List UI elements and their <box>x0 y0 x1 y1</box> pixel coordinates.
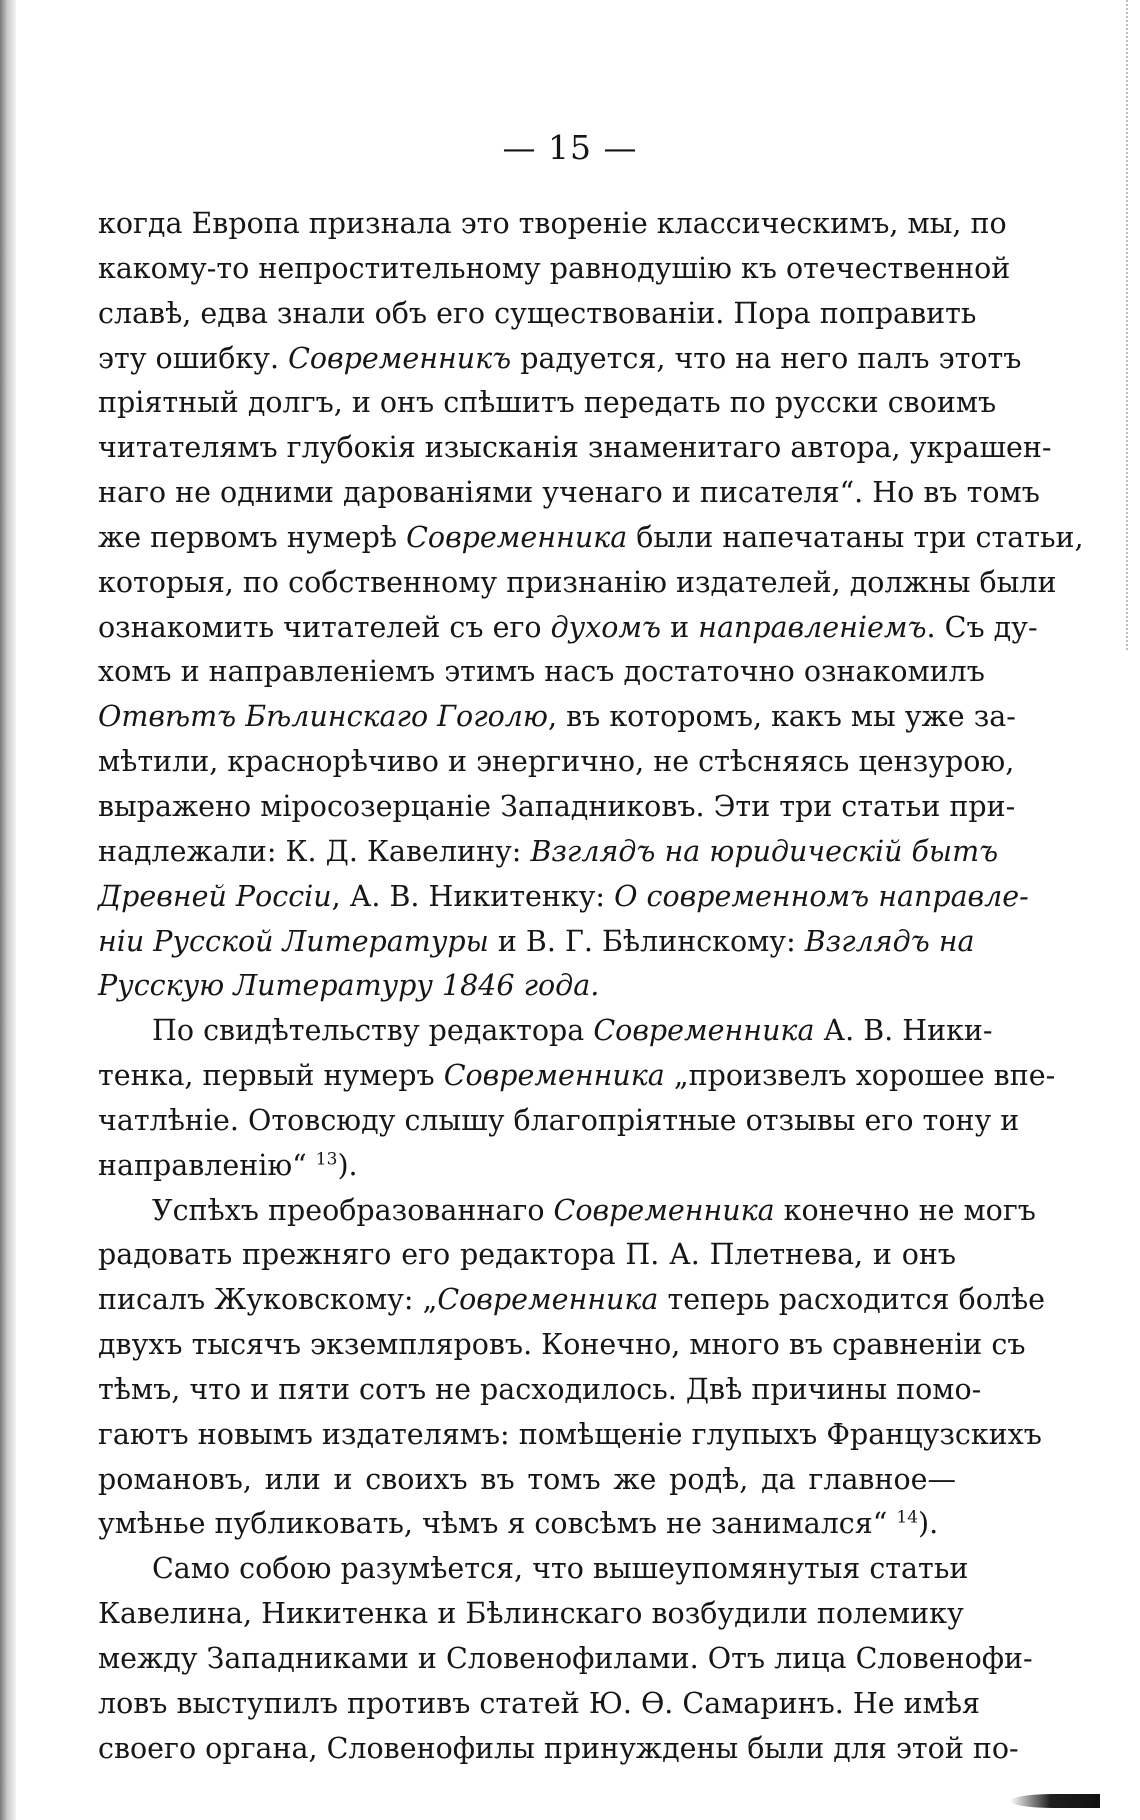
page-number: — 15 — <box>502 128 638 167</box>
text-line <box>98 1637 1033 1682</box>
text-run: надлежали: К. Д. Кавелину: <box>98 834 531 868</box>
text-line <box>98 292 977 337</box>
text-run: были напечатаны три статьи, <box>627 520 1084 554</box>
text-line <box>98 1592 964 1637</box>
text-run: умѣнье публиковать, чѣмъ я совсѣмъ не занимался“ <box>98 1507 897 1541</box>
text-line <box>98 920 975 965</box>
text-run: Само собою разумѣется, что вышеупомянутыя статьи <box>152 1552 969 1586</box>
text-run: тѣмъ, что и пяти сотъ не расходилось. Двѣ причины помо- <box>98 1372 982 1406</box>
italic-title: Современника <box>437 1283 659 1317</box>
text-line <box>98 875 1029 920</box>
italic-title: Современника <box>406 520 628 554</box>
text-line <box>98 1189 1036 1234</box>
text-run: ). <box>918 1507 939 1541</box>
italic-title: Взглядъ на <box>804 924 975 958</box>
text-line <box>98 337 1022 382</box>
text-run: А. В. Ники- <box>814 1014 993 1048</box>
scan-smudge <box>1010 1794 1100 1808</box>
italic-title: Современникъ <box>288 341 512 375</box>
text-line <box>98 650 985 695</box>
text-run: же первомъ нумерѣ <box>98 520 407 554</box>
text-line <box>98 1547 969 1592</box>
text-run: мѣтили, краснорѣчиво и энергично, не стѣсняясь цензурою, <box>98 745 1015 779</box>
text-line <box>98 202 1007 247</box>
text-run: ). <box>337 1148 358 1182</box>
text-run: . Съ ду- <box>926 610 1038 644</box>
text-run: направленію“ <box>98 1148 316 1182</box>
text-run: , А. В. Никитенку: <box>331 879 615 913</box>
body-text <box>98 202 1084 1772</box>
footnote-marker: 13 <box>315 1149 338 1170</box>
italic-title: духомъ <box>550 610 662 644</box>
text-line <box>98 1144 956 1189</box>
text-line <box>98 1233 956 1278</box>
text-line <box>98 471 1040 516</box>
text-run: ознакомить читателей съ его <box>98 610 551 644</box>
text-line <box>98 1502 956 1547</box>
text-line <box>98 695 1016 740</box>
italic-title: Отвѣтъ Бѣлинскаго Гоголю <box>98 700 548 734</box>
text-run: чатлѣніе. Отовсюду слышу благопріятные отзывы его тону и <box>98 1103 1020 1137</box>
text-line <box>98 1413 1042 1458</box>
italic-title: О современномъ направле- <box>614 879 1029 913</box>
text-run: Успѣхъ преобразованнаго <box>152 1193 554 1227</box>
text-run: писалъ Жуковскому: „ <box>98 1283 438 1317</box>
italic-title: Современника <box>593 1014 815 1048</box>
text-line <box>98 1458 956 1503</box>
text-run: ловъ выступилъ противъ статей Ю. Ѳ. Самаринъ. Не имѣя <box>98 1686 980 1720</box>
text-run: романовъ, или и своихъ въ томъ же родѣ, да главное— <box>98 1462 956 1496</box>
text-line <box>98 1368 982 1413</box>
text-run: и <box>661 610 699 644</box>
italic-title: направленіемъ <box>698 610 927 644</box>
text-run: какому-то непростительному равнодушію къ отечественной <box>98 251 1011 285</box>
text-run: конечно не могъ <box>774 1193 1036 1227</box>
text-run: выражено міросозерцаніе Западниковъ. Эти три статьи при- <box>98 789 1016 823</box>
text-run: между Западниками и Словенофилами. Отъ лица Словенофи- <box>98 1642 1033 1675</box>
text-line <box>98 516 1084 561</box>
italic-title: Взглядъ на юридическій бытъ <box>530 834 999 868</box>
text-run: „произвелъ хорошее впе- <box>664 1059 1056 1093</box>
text-line <box>98 964 956 1009</box>
text-run: По свидѣтельству редактора <box>152 1014 594 1048</box>
text-line <box>98 830 999 875</box>
text-run: теперь расходится болѣе <box>658 1283 1046 1317</box>
text-line <box>98 561 1057 606</box>
text-run: читателямъ глубокія изысканія знаменитаго автора, украшен- <box>98 431 1052 465</box>
text-run: гаютъ новымъ издателямъ: помѣщеніе глупыхъ Французскихъ <box>98 1417 1042 1451</box>
text-line <box>98 1054 1056 1099</box>
text-line <box>98 426 1052 471</box>
text-run: двухъ тысячъ экземпляровъ. Конечно, много въ сравненіи съ <box>98 1328 1026 1362</box>
text-run: , въ которомъ, какъ мы уже за- <box>548 700 1016 734</box>
text-line <box>98 1278 1046 1323</box>
italic-title: Современника <box>553 1193 775 1227</box>
scan-shadow-edge <box>0 0 16 1820</box>
text-run: славѣ, едва знали объ его существованіи. Пора поправить <box>98 296 977 330</box>
text-run: хомъ и направленіемъ этимъ насъ достаточно ознакомилъ <box>98 655 985 689</box>
italic-title: ніи Русской Литературы <box>98 924 489 958</box>
text-line <box>98 1323 1026 1368</box>
text-line <box>98 1009 993 1054</box>
text-run: эту ошибку. <box>98 341 289 375</box>
italic-title: Русскую Литературу 1846 года. <box>98 969 600 1003</box>
text-line <box>98 247 1011 292</box>
text-line <box>98 1682 980 1727</box>
text-line <box>98 1727 1019 1772</box>
text-run: когда Европа признала это твореніе классическимъ, мы, по <box>98 207 1007 240</box>
text-run: радовать прежняго его редактора П. А. Плетнева, и онъ <box>98 1238 956 1272</box>
text-line <box>98 785 1016 830</box>
scan-margin-marks <box>1126 0 1140 650</box>
italic-title: Современника <box>443 1059 665 1093</box>
text-run: радуется, что на него палъ этотъ <box>511 341 1022 375</box>
text-run: и В. Г. Бѣлинскому: <box>488 924 805 958</box>
text-line <box>98 606 1038 651</box>
text-run: которыя, по собственному признанію издателей, должны были <box>98 565 1057 599</box>
text-line <box>98 381 997 426</box>
text-run: пріятный долгъ, и онъ спѣшитъ передать по русски своимъ <box>98 386 997 420</box>
text-run: своего органа, Словенофилы принуждены были для этой по- <box>98 1731 1019 1765</box>
text-run: Кавелина, Никитенка и Бѣлинскаго возбудили полемику <box>98 1597 964 1631</box>
text-run: тенка, первый нумеръ <box>98 1059 444 1093</box>
italic-title: Древней Россіи <box>98 879 332 913</box>
text-line <box>98 1099 1020 1144</box>
text-line <box>98 740 1015 785</box>
footnote-marker: 14 <box>896 1507 919 1528</box>
text-run: наго не одними дарованіями ученаго и писателя“. Но въ томъ <box>98 476 1040 510</box>
